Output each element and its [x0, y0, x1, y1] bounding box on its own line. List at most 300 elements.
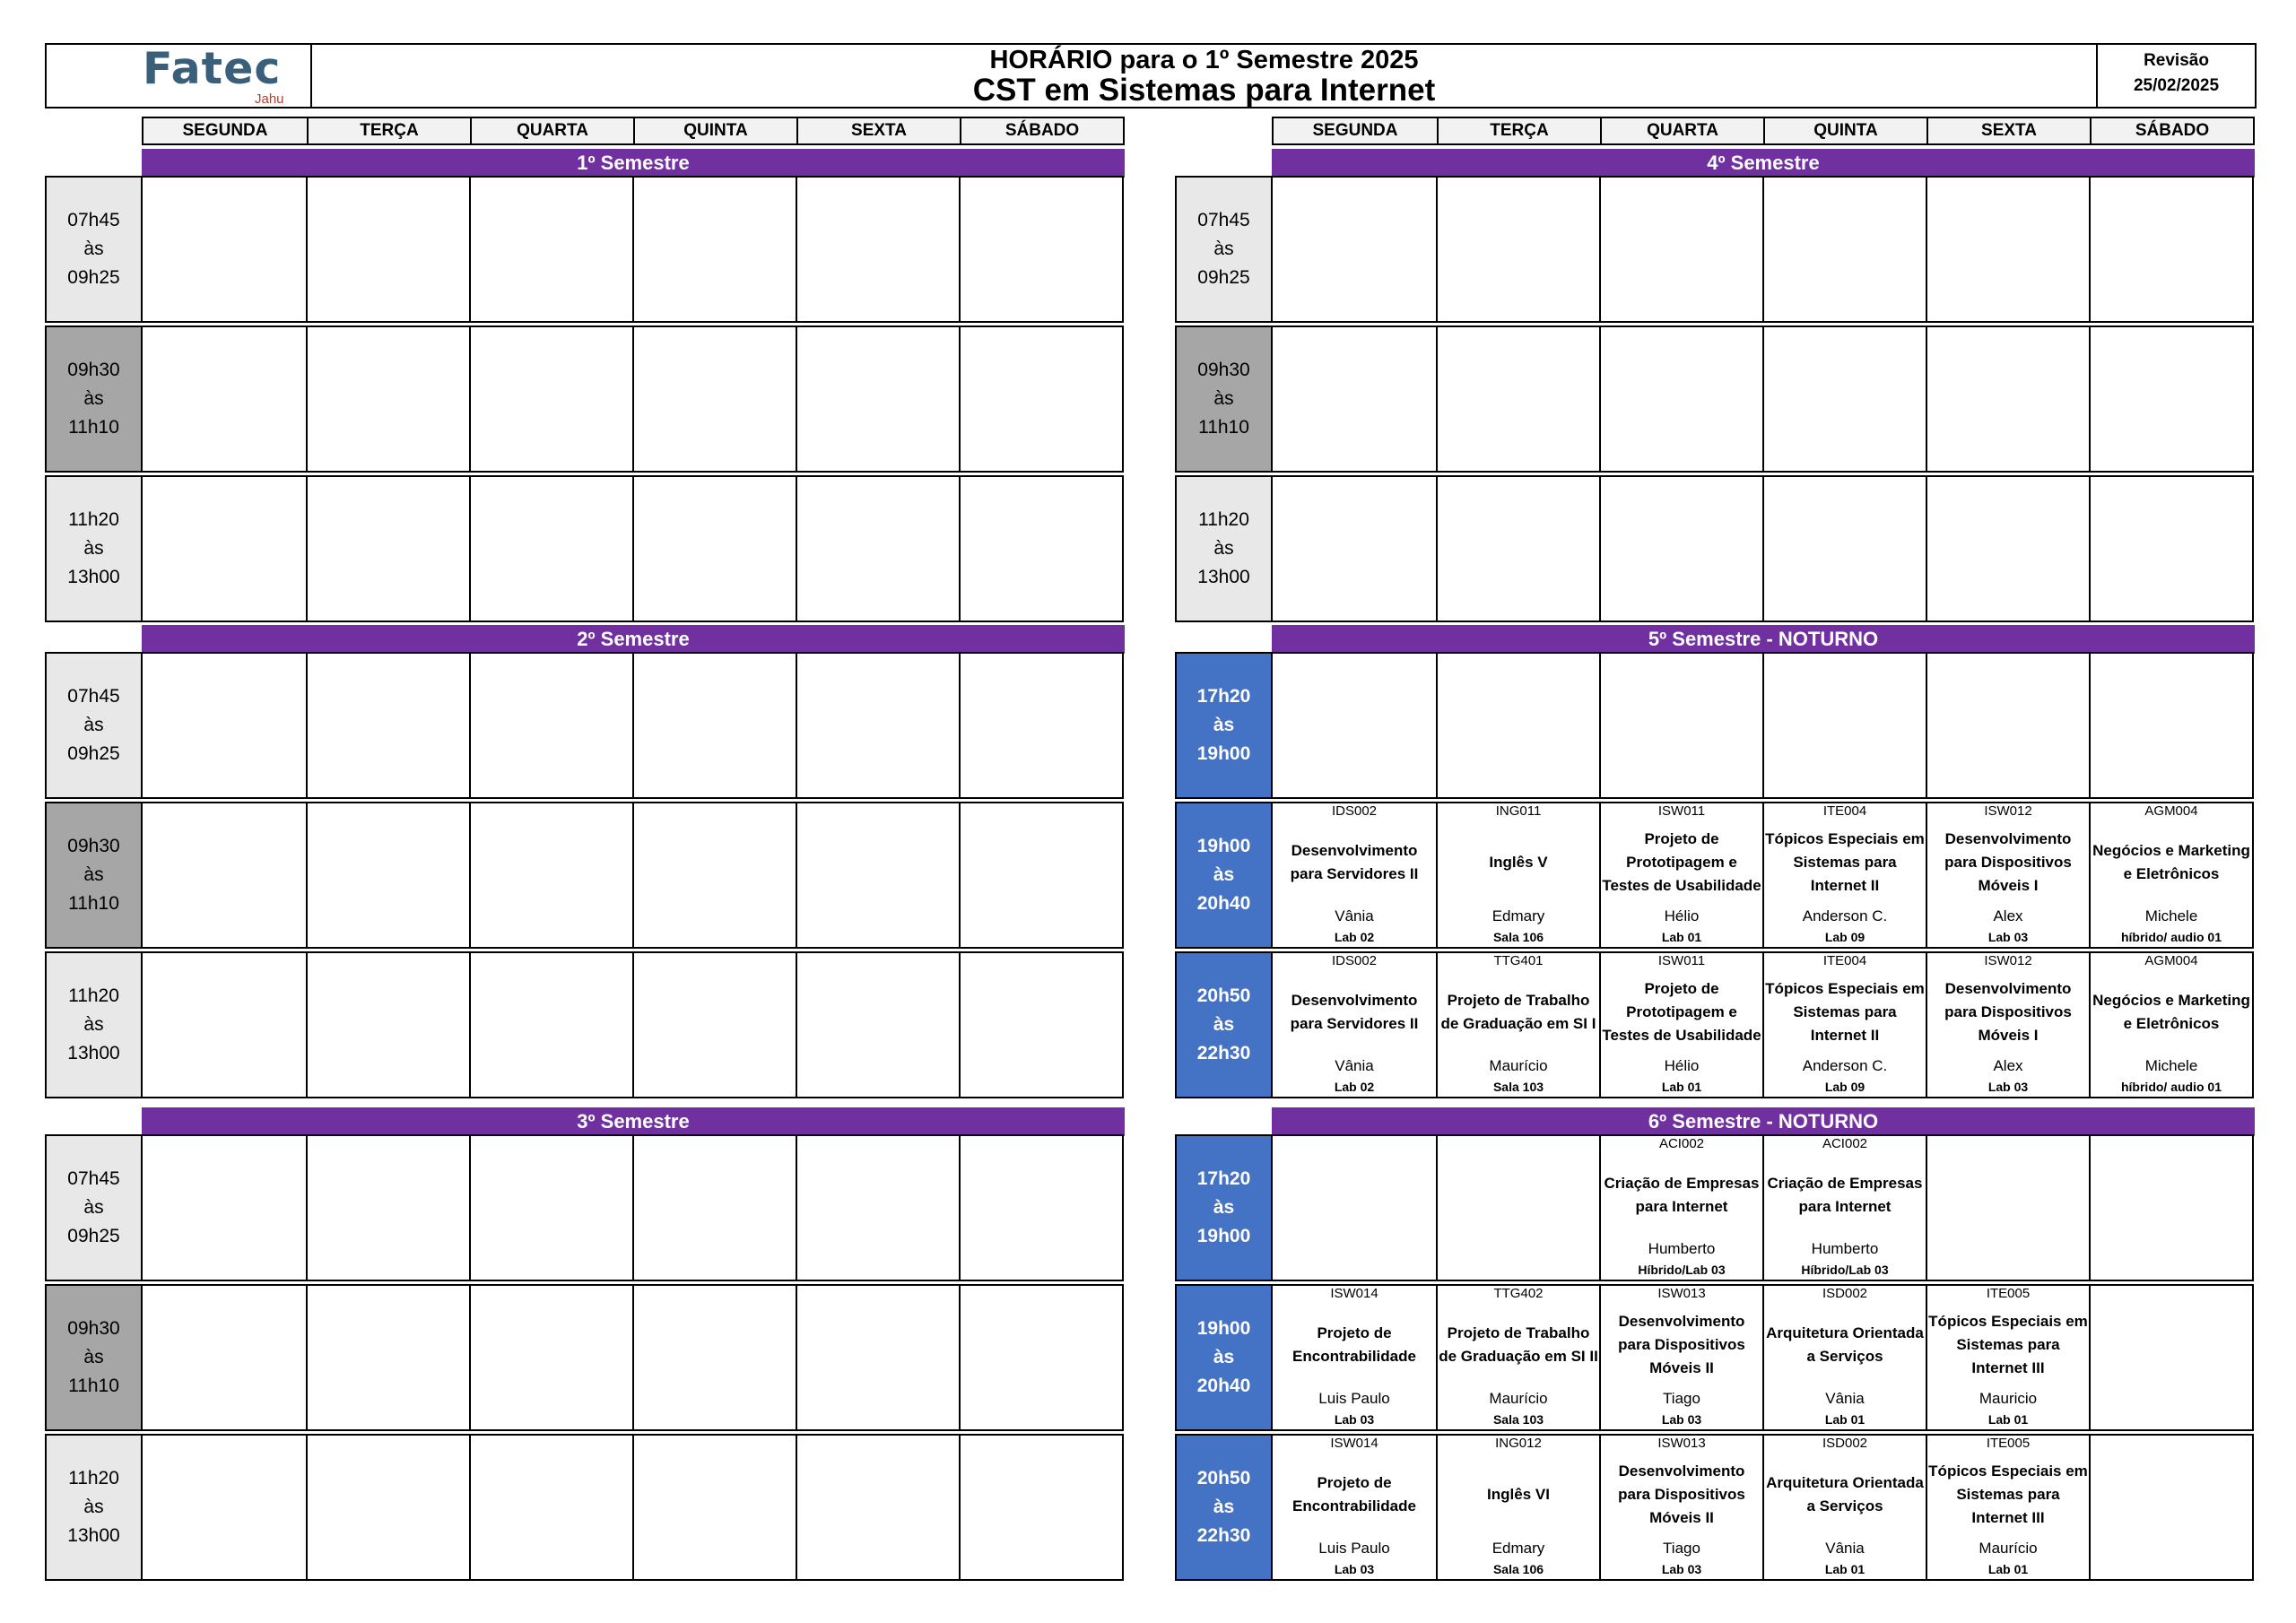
class-cell [1599, 477, 1762, 621]
professor-name: Vânia [1825, 1390, 1865, 1407]
revision-box [2098, 45, 2255, 107]
logo-subtext: Jahu [255, 91, 284, 107]
day-header-cell: SEXTA [1926, 118, 2090, 143]
class-cell [632, 477, 796, 621]
class-cell [1762, 178, 1926, 321]
day-header-cell: SÁBADO [960, 118, 1123, 143]
course-name: Projeto de Prototipagem e Testes de Usabilidade [1602, 980, 1761, 1044]
schedule-row [1175, 652, 2254, 799]
course-name [1439, 1154, 1598, 1237]
room-label: Sala 106 [1492, 930, 1544, 944]
room-label: Lab 01 [1661, 1080, 1702, 1094]
time-cell-line: 13h00 [67, 1043, 120, 1063]
class-cell [2089, 477, 2252, 621]
class-cell [1436, 654, 1599, 797]
course-code: AGM004 [2144, 953, 2198, 968]
day-header-cell: TERÇA [1437, 118, 1600, 143]
schedule-row [1175, 802, 2254, 949]
room-label: Lab 03 [1661, 1562, 1702, 1576]
course-code: ING012 [1495, 1436, 1542, 1451]
time-cell-line: 19h00 [1196, 1226, 1251, 1246]
time-cell-line: às [83, 1014, 104, 1035]
time-cell-line: 19h00 [1196, 836, 1251, 856]
class-cell [306, 1436, 469, 1579]
course-name: Criação de Empresas para Internet [1767, 1175, 1923, 1215]
schedule-row [45, 325, 1124, 473]
class-cell [959, 953, 1122, 1097]
class-cell [632, 654, 796, 797]
course-name: Projeto de Trabalho de Graduação em SI II [1439, 1324, 1598, 1365]
time-cell-line: 20h50 [1196, 1468, 1251, 1488]
class-cell [1599, 803, 1762, 947]
schedule-row [45, 652, 1124, 799]
class-cell [1436, 803, 1599, 947]
time-cell [1177, 477, 1273, 621]
course-name: Tópicos Especiais em Sistemas para Internet II [1765, 980, 1925, 1044]
class-cell [1762, 953, 1926, 1097]
time-cell-line: 09h30 [67, 1318, 120, 1339]
time-cell-line: 11h20 [68, 509, 119, 530]
professor-name: Alex [1993, 1057, 2023, 1074]
time-cell-line: 09h25 [1197, 267, 1250, 288]
time-cell-line: 11h20 [1198, 509, 1249, 530]
class-cell [1762, 654, 1926, 797]
time-cell-line: às [83, 538, 104, 559]
class-cell [959, 327, 1122, 471]
course-name [1928, 1154, 2088, 1237]
class-cell [1926, 477, 2089, 621]
schedule-header [45, 43, 2257, 108]
class-cell [143, 477, 306, 621]
class-cell [1273, 654, 1436, 797]
class-cell [1926, 327, 2089, 471]
day-header-cell: TERÇA [307, 118, 470, 143]
time-cell-line: às [83, 1347, 104, 1367]
class-cell [2089, 327, 2252, 471]
time-cell-line: às [83, 388, 104, 409]
class-cell [2089, 654, 2252, 797]
time-cell [47, 178, 143, 321]
class-cell [143, 803, 306, 947]
class-cell [1762, 1136, 1926, 1280]
course-code: TTG402 [1493, 1286, 1544, 1301]
room-label: Sala 103 [1492, 1412, 1544, 1427]
course-code: ISD002 [1822, 1286, 1868, 1301]
class-cell [469, 654, 632, 797]
class-cell [1436, 477, 1599, 621]
room-label: Lab 03 [1334, 1412, 1375, 1427]
room-label: Híbrido/Lab 03 [1801, 1263, 1889, 1277]
class-cell [143, 953, 306, 1097]
time-cell [1177, 1436, 1273, 1579]
class-cell [796, 327, 959, 471]
room-label: Sala 103 [1492, 1080, 1544, 1094]
class-cell [2089, 1286, 2252, 1429]
class-cell [796, 1136, 959, 1280]
professor-name: Anderson C. [1802, 907, 1888, 924]
course-code: ITE005 [1986, 1436, 2031, 1451]
course-name [2092, 1154, 2251, 1237]
course-name: Desenvolvimento para Servidores II [1290, 992, 1419, 1032]
class-cell [143, 1136, 306, 1280]
class-cell [959, 1286, 1122, 1429]
professor-name: Edmary [1492, 1540, 1545, 1557]
class-cell [306, 953, 469, 1097]
class-cell [632, 953, 796, 1097]
professor-name: Maurício [1489, 1057, 1548, 1074]
class-cell [1599, 327, 1762, 471]
course-name: Desenvolvimento para Dispositivos Móveis I [1944, 830, 2072, 894]
room-label: Lab 03 [1987, 1080, 2029, 1094]
class-cell [1926, 1436, 2089, 1579]
day-header-right [1272, 117, 2255, 145]
time-cell-line: 11h20 [68, 985, 119, 1006]
class-cell [2089, 178, 2252, 321]
schedule-row [1175, 1134, 2254, 1281]
time-cell-line: 17h20 [1196, 686, 1251, 707]
time-cell-line: às [1213, 864, 1235, 885]
schedule-row [45, 951, 1124, 1098]
time-cell-line: 07h45 [67, 210, 120, 230]
room-label: Híbrido/Lab 03 [1638, 1263, 1726, 1277]
time-cell [1177, 178, 1273, 321]
class-cell [632, 803, 796, 947]
semester-bar: 4º Semestre [1272, 149, 2255, 178]
class-cell [1599, 1436, 1762, 1579]
schedule-row [45, 176, 1124, 323]
schedule-row [45, 475, 1124, 622]
class-cell [306, 327, 469, 471]
time-cell-line: às [1213, 1197, 1235, 1218]
class-cell [2089, 1436, 2252, 1579]
course-code: ISW012 [1984, 803, 2032, 819]
class-cell [1273, 1436, 1436, 1579]
class-cell [1599, 178, 1762, 321]
schedule-row [45, 1434, 1124, 1581]
room-label: Lab 01 [1661, 930, 1702, 944]
course-name: Inglês V [1489, 854, 1548, 871]
room-label: Lab 02 [1334, 930, 1375, 944]
semester-bar: 2º Semestre [142, 625, 1125, 654]
class-cell [632, 178, 796, 321]
schedule-row [45, 1284, 1124, 1431]
professor-name: Humberto [1811, 1240, 1879, 1257]
schedule-row [1175, 951, 2254, 1098]
room-label: híbrido/ audio 01 [2120, 930, 2222, 944]
schedule-row [45, 1134, 1124, 1281]
class-cell [1273, 327, 1436, 471]
course-name: Projeto de Encontrabilidade [1292, 1474, 1416, 1515]
class-cell [1436, 1286, 1599, 1429]
class-cell [1762, 327, 1926, 471]
class-cell [306, 178, 469, 321]
day-header-cell: QUINTA [633, 118, 796, 143]
revision-date: 25/02/2025 [2133, 76, 2220, 95]
day-header-cell: SEGUNDA [182, 121, 268, 140]
class-cell [796, 803, 959, 947]
logo-text: Fatec [143, 43, 282, 94]
time-cell-line: 19h00 [1196, 1318, 1251, 1339]
time-cell-line: 09h30 [67, 360, 120, 380]
class-cell [1599, 1286, 1762, 1429]
course-name: Projeto de Trabalho de Graduação em SI I [1440, 992, 1596, 1032]
class-cell [2089, 803, 2252, 947]
class-cell [2089, 953, 2252, 1097]
course-name [1274, 1154, 1435, 1237]
semester-bar: 1º Semestre [142, 149, 1125, 178]
class-cell [959, 477, 1122, 621]
time-cell-line: às [1213, 1014, 1235, 1035]
schedule-row [1175, 1434, 2254, 1581]
time-cell [1177, 1136, 1273, 1280]
room-label: Lab 01 [1987, 1562, 2029, 1576]
time-cell-line: 13h00 [67, 1525, 120, 1546]
course-code: ITE004 [1822, 803, 1867, 819]
time-cell-line: às [1213, 239, 1234, 259]
time-cell-line: 22h30 [1196, 1525, 1251, 1546]
time-cell-line: às [83, 1197, 104, 1218]
class-cell [1926, 178, 2089, 321]
course-code: ISW014 [1330, 1436, 1378, 1451]
time-cell [1177, 953, 1273, 1097]
course-code: ACI002 [1822, 1136, 1868, 1151]
class-cell [1273, 1136, 1436, 1280]
professor-name: Hélio [1664, 1057, 1700, 1074]
day-header-left [142, 117, 1125, 145]
class-cell [796, 477, 959, 621]
course-name: Projeto de Encontrabilidade [1292, 1324, 1416, 1365]
title-line-2: CST em Sistemas para Internet [972, 73, 1436, 108]
class-cell [306, 654, 469, 797]
professor-name: Alex [1993, 907, 2023, 924]
professor-name: Vânia [1335, 907, 1374, 924]
room-label: híbrido/ audio 01 [2120, 1080, 2222, 1094]
time-cell-line: às [1213, 388, 1234, 409]
course-name [2092, 1454, 2251, 1536]
time-cell-line: às [83, 1497, 104, 1517]
class-cell [2089, 1136, 2252, 1280]
course-code: ISW012 [1984, 953, 2032, 968]
time-cell [47, 953, 143, 1097]
day-header-cell: SEGUNDA [1312, 121, 1398, 140]
class-cell [796, 178, 959, 321]
class-cell [469, 803, 632, 947]
class-cell [1599, 654, 1762, 797]
class-cell [143, 327, 306, 471]
class-cell [1762, 1436, 1926, 1579]
class-cell [959, 803, 1122, 947]
class-cell [469, 178, 632, 321]
time-cell-line: às [83, 715, 104, 735]
course-name: Negócios e Marketing e Eletrônicos [2092, 992, 2250, 1032]
time-cell [1177, 1286, 1273, 1429]
class-cell [1926, 953, 2089, 1097]
class-cell [306, 477, 469, 621]
course-name: Desenvolvimento para Servidores II [1290, 842, 1419, 882]
time-cell-line: 17h20 [1196, 1168, 1251, 1189]
professor-name: Michele [2144, 907, 2198, 924]
class-cell [143, 178, 306, 321]
class-cell [1926, 803, 2089, 947]
course-code: ITE005 [1986, 1286, 2031, 1301]
room-label: Lab 01 [1987, 1412, 2029, 1427]
course-code: ING011 [1495, 803, 1542, 819]
class-cell [1926, 654, 2089, 797]
time-cell-line: 09h30 [1197, 360, 1250, 380]
course-code: IDS002 [1331, 803, 1378, 819]
class-cell [1762, 477, 1926, 621]
course-name: Desenvolvimento para Dispositivos Móveis I [1944, 980, 2072, 1044]
time-cell-line: 22h30 [1196, 1043, 1251, 1063]
course-code: ISW011 [1657, 803, 1706, 819]
class-cell [143, 1286, 306, 1429]
course-code: ISW014 [1330, 1286, 1378, 1301]
room-label: Lab 01 [1824, 1562, 1866, 1576]
class-cell [632, 1136, 796, 1280]
class-cell [959, 1436, 1122, 1579]
time-cell-line: às [83, 239, 104, 259]
course-name: Criação de Empresas para Internet [1604, 1175, 1760, 1215]
time-cell-line: às [1213, 715, 1235, 735]
room-label: Lab 02 [1334, 1080, 1375, 1094]
professor-name: Maurício [1489, 1390, 1548, 1407]
time-cell-line: 11h10 [68, 417, 119, 438]
class-cell [469, 1136, 632, 1280]
class-cell [469, 1436, 632, 1579]
course-name: Negócios e Marketing e Eletrônicos [2092, 842, 2250, 882]
room-label: Lab 03 [1987, 930, 2029, 944]
time-cell [47, 327, 143, 471]
course-name [2092, 1304, 2251, 1386]
class-cell [1926, 1286, 2089, 1429]
class-cell [1273, 178, 1436, 321]
room-label: Lab 01 [1824, 1412, 1866, 1427]
professor-name: Humberto [1648, 1240, 1716, 1257]
time-cell [47, 477, 143, 621]
course-code: AGM004 [2144, 803, 2198, 819]
time-cell-line: 11h10 [68, 1376, 119, 1396]
class-cell [1273, 477, 1436, 621]
class-cell [1273, 953, 1436, 1097]
class-cell [796, 953, 959, 1097]
professor-name: Vânia [1825, 1540, 1865, 1557]
time-cell [47, 1436, 143, 1579]
class-cell [306, 1286, 469, 1429]
class-cell [632, 1436, 796, 1579]
professor-name: Mauricio [1979, 1390, 2038, 1407]
class-cell [1762, 803, 1926, 947]
time-cell-line: 09h25 [67, 743, 120, 764]
course-name: Arquitetura Orientada a Serviços [1766, 1324, 1924, 1365]
schedule-row [1175, 325, 2254, 473]
fatec-logo [47, 45, 310, 107]
class-cell [143, 654, 306, 797]
class-cell [1599, 953, 1762, 1097]
class-cell [632, 1286, 796, 1429]
time-cell [1177, 327, 1273, 471]
time-cell-line: 20h40 [1196, 893, 1251, 914]
professor-name: Tiago [1663, 1540, 1700, 1557]
class-cell [959, 178, 1122, 321]
professor-name: Tiago [1663, 1390, 1700, 1407]
class-cell [1436, 327, 1599, 471]
professor-name: Edmary [1492, 907, 1545, 924]
course-code: ISD002 [1822, 1436, 1868, 1451]
class-cell [469, 953, 632, 1097]
room-label: Lab 03 [1334, 1562, 1375, 1576]
course-code: ISW013 [1657, 1286, 1706, 1301]
time-cell-line: 11h10 [68, 893, 119, 914]
time-cell-line: 19h00 [1196, 743, 1251, 764]
class-cell [632, 327, 796, 471]
professor-name: Luis Paulo [1318, 1540, 1390, 1557]
time-cell-line: às [83, 864, 104, 885]
page-title [310, 45, 2098, 107]
time-cell [47, 1136, 143, 1280]
class-cell [306, 803, 469, 947]
time-cell [1177, 803, 1273, 947]
semester-bar: 5º Semestre - NOTURNO [1272, 625, 2255, 654]
schedule-row [1175, 1284, 2254, 1431]
semester-bar: 6º Semestre - NOTURNO [1272, 1107, 2255, 1136]
time-cell-line: 07h45 [1197, 210, 1250, 230]
time-cell-line: 20h50 [1196, 985, 1251, 1006]
course-code: ACI002 [1658, 1136, 1705, 1151]
class-cell [1273, 803, 1436, 947]
schedule-row [45, 802, 1124, 949]
professor-name: Maurício [1979, 1540, 2038, 1557]
class-cell [143, 1436, 306, 1579]
time-cell-line: 09h25 [67, 1226, 120, 1246]
professor-name: Luis Paulo [1318, 1390, 1390, 1407]
class-cell [796, 654, 959, 797]
time-cell-line: 20h40 [1196, 1376, 1251, 1396]
semester-bar: 3º Semestre [142, 1107, 1125, 1136]
schedule-row [1175, 475, 2254, 622]
course-code: IDS002 [1331, 953, 1378, 968]
time-cell-line: 09h30 [67, 836, 120, 856]
class-cell [1762, 1286, 1926, 1429]
class-cell [469, 1286, 632, 1429]
time-cell [1177, 654, 1273, 797]
time-cell-line: 13h00 [67, 567, 120, 587]
class-cell [796, 1436, 959, 1579]
time-cell-line: 07h45 [67, 686, 120, 707]
class-cell [959, 1136, 1122, 1280]
course-code: ISW011 [1657, 953, 1706, 968]
day-header-cell: QUARTA [470, 118, 633, 143]
time-cell-line: às [1213, 538, 1234, 559]
course-name: Tópicos Especiais em Sistemas para Internet III [1928, 1313, 2088, 1376]
time-cell-line: às [1213, 1347, 1235, 1367]
time-cell-line: 13h00 [1197, 567, 1250, 587]
day-header-cell: SEXTA [796, 118, 960, 143]
professor-name: Vânia [1335, 1057, 1374, 1074]
course-name: Arquitetura Orientada a Serviços [1766, 1474, 1924, 1515]
class-cell [469, 477, 632, 621]
schedule-row [1175, 176, 2254, 323]
day-header-cell: QUINTA [1763, 118, 1926, 143]
time-cell [47, 803, 143, 947]
class-cell [1599, 1136, 1762, 1280]
course-name: Tópicos Especiais em Sistemas para Internet II [1765, 830, 1925, 894]
title-line-1: HORÁRIO para o 1º Semestre 2025 [989, 46, 1419, 74]
course-name: Inglês VI [1487, 1486, 1550, 1503]
time-cell-line: 09h25 [67, 267, 120, 288]
class-cell [1273, 1286, 1436, 1429]
course-name: Desenvolvimento para Dispositivos Móveis II [1618, 1313, 1745, 1376]
room-label: Lab 03 [1661, 1412, 1702, 1427]
